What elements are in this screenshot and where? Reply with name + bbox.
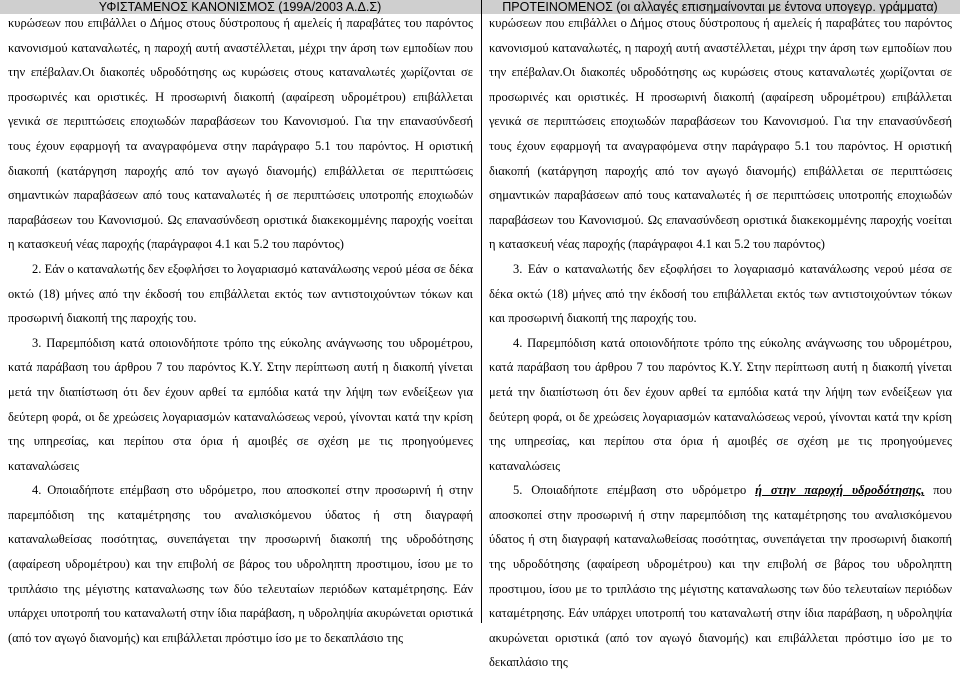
column-divider [481,0,482,623]
left-paragraph-2 [8,257,473,331]
right-item-text-5a: Οποιαδήποτε επέμβαση στο υδρόμετρο [531,483,756,498]
right-paragraph-1: κυρώσεων που επιβάλλει ο Δήμος στους δύστροπους ή αμελείς ή παραβάτες του παρόντος κανονισμού καταναλωτές, η παροχή αυτή αναστέλλεται, μέχρι την άρση των εμποδίων που την επέβαλαν.Οι διακοπές υδροδότησης ως κυρώσεις στους καταναλωτές χωρίζονται σε προσωρινές και οριστικές. Η προσωρινή διακοπή (αφαίρεση υδρομέτρου) επιβάλλεται γενικά σε περιπτώσεις εποχιωδών παραβάσεων του Κανονισμού. Για την επανασύνδεσή τους έχουν εφαρμογή τα αναγραφόμενα στην παράγραφο 5.1 του παρόντος. Η οριστική διακοπή (κατάργηση παροχής από τον αγωγό διανομής) επιβάλλεται σε περιπτώσεις σημαντικών παραβάσεων από τους καταναλωτές ή σε περιπτώσεις υποτροπής εποχιωδών παραβάσεων του Κανονισμού. Ως επανασύνδεση οριστικά διακεκομμένης παροχής νοείται η κατασκευή νέας παροχής (παράγραφοι 4.1 και 5.2 του παρόντος) [489,16,952,252]
left-paragraph-3 [8,331,473,479]
right-item-number-5: 5. [513,483,523,498]
right-paragraph-3 [489,257,952,331]
proposed-regulation-column [489,11,952,675]
right-item-number-4: 4. [513,335,523,350]
left-item-number-4: 4. [32,483,42,498]
left-paragraph-1: κυρώσεων που επιβάλλει ο Δήμος στους δύστροπους ή αμελείς ή παραβάτες του παρόντος κανονισμού καταναλωτές, η παροχή αυτή αναστέλλεται, μέχρι την άρση των εμποδίων που την επέβαλαν.Οι διακοπές υδροδότησης ως κυρώσεις στους καταναλωτές χωρίζονται σε προσωρινές και οριστικές. Η προσωρινή διακοπή (αφαίρεση υδρομέτρου) επιβάλλεται γενικά σε περιπτώσεις εποχιωδών παραβάσεων του Κανονισμού. Για την επανασύνδεσή τους έχουν εφαρμογή τα αναγραφόμενα στην παράγραφο 5.1 του παρόντος. Η οριστική διακοπή (κατάργηση παροχής από τον αγωγό διανομής) επιβάλλεται σε περιπτώσεις σημαντικών παραβάσεων από τους καταναλωτές ή σε περιπτώσεις υποτροπής εποχιωδών παραβάσεων του Κανονισμού. Ως επανασύνδεση οριστικά διακεκομμένης παροχής νοείται η κατασκευή νέας παροχής (παράγραφοι 4.1 και 5.2 του παρόντος) [8,16,473,252]
right-paragraph-5 [489,478,952,675]
current-regulation-column [8,11,473,650]
left-item-number-2: 2. [32,261,42,276]
left-item-text-4: Οποιαδήποτε επέμβαση στο υδρόμετρο, που αποσκοπεί στην προσωρινή ή στην παρεμπόδιση της καταμέτρησης του αναλισκόμενου ύδατος ή στη διαγραφή καταναλωθείσας ποσότητας, συνεπάγεται την προσωρινή διακοπή της υδροδότησης (αφαίρεση υδρομέτρου) και την επιβολή σε βάρος του υδροληπτη προστιμου, ίσου με το τριπλάσιο της μέγιστης καταναλωσης των δύο τελευταίων περιόδων καταμέτρησης. Εάν υπάρχει υποτροπή του καταναλωτή στην ίδια παράβαση, η υδροληψία ακυρώνεται οριστικά (από τον αγωγό διανομής) και επιβάλλεται πρόστιμο ίσο με το δεκαπλάσιο της [8,483,473,645]
right-item-text-4: Παρεμπόδιση κατά οποιονδήποτε τρόπο της εύκολης ανάγνωσης του υδρομέτρου, κατά παράβαση του άρθρου 7 του παρόντος Κ.Υ. Στην περίπτωση αυτή η διακοπή γίνεται μετά την διαπίστωση ότι δεν έχουν αρθεί τα εμπόδια κατά την λήψη των ενδείξεων για δεύτερη φορά, οι δε χρεώσεις λογαριασμών καταναλώσεως νερού, γίνονται κατά την κρίση της υπηρεσίας, και περίπου στα όρια ή αμοιβές σε σχέση με τις προηγούμενες καταναλώσεις [489,335,953,473]
left-item-number-3: 3. [32,335,42,350]
right-paragraph-4 [489,331,952,479]
right-item-text-3: Εάν ο καταναλωτής δεν εξοφλήσει το λογαριασμό κατανάλωσης νερού μέσα σε δέκα οκτώ (18) μήνες από την έκδοσή του επιβάλλεται εκτός των αντιστοιχούντων τόκων και προσωρινή διακοπή της παροχής του. [489,261,953,326]
left-item-text-3: Παρεμπόδιση κατά οποιονδήποτε τρόπο της εύκολης ανάγνωσης του υδρομέτρου, κατά παράβαση του άρθρου 7 του παρόντος Κ.Υ. Στην περίπτωση αυτή η διακοπή γίνεται μετά την διαπίστωση ότι δεν έχουν αρθεί τα εμπόδια κατά την λήψη των ενδείξεων για δεύτερη φορά, οι δε χρεώσεις λογαριασμών καταναλώσεως νερού, γίνονται κατά την κρίση της υπηρεσίας, και περίπου στα όρια ή αμοιβές σε σχέση με τις προηγούμενες καταναλώσεις [8,335,474,473]
header-proposed-regulation: ΠΡΟΤΕΙΝΟΜΕΝΟΣ (οι αλλαγές επισημαίνονται με έντονα υπογεγρ. γράμματα) [502,0,938,14]
right-item-number-3: 3. [513,261,523,276]
right-emphasized-change: ή στην παροχή υδροδότησης, [755,483,925,498]
left-paragraph-4 [8,478,473,650]
header-current-regulation: ΥΦΙΣΤΑΜΕΝΟΣ ΚΑΝΟΝΙΣΜΟΣ (199Α/2003 Α.Δ.Σ) [98,0,382,14]
right-item-text-5b: που αποσκοπεί στην προσωρινή ή στην παρεμπόδιση της καταμέτρησης του αναλισκόμενου ύδατος ή στη διαγραφή καταναλωθείσας ποσότητας, συνεπάγεται την προσωρινή διακοπή της υδροδότησης (αφαίρεση υδρομέτρου) και την επιβολή σε βάρος του υδροληπτη προστιμου, ίσου με το τριπλάσιο της μέγιστης καταναλωσης των δύο τελευταίων περιόδων καταμέτρησης. Εάν υπάρχει υποτροπή του καταναλωτή στην ίδια παράβαση, η υδροληψία ακυρώνεται οριστικά (από τον αγωγό διανομής) και επιβάλλεται πρόστιμο ίσο με το δεκαπλάσιο της [489,483,952,670]
left-item-text-2: Εάν ο καταναλωτής δεν εξοφλήσει το λογαριασμό κατανάλωσης νερού μέσα σε δέκα οκτώ (18) μήνες από την έκδοσή του επιβάλλεται εκτός των αντιστοιχούντων τόκων και προσωρινή διακοπή της παροχής του. [8,261,473,326]
